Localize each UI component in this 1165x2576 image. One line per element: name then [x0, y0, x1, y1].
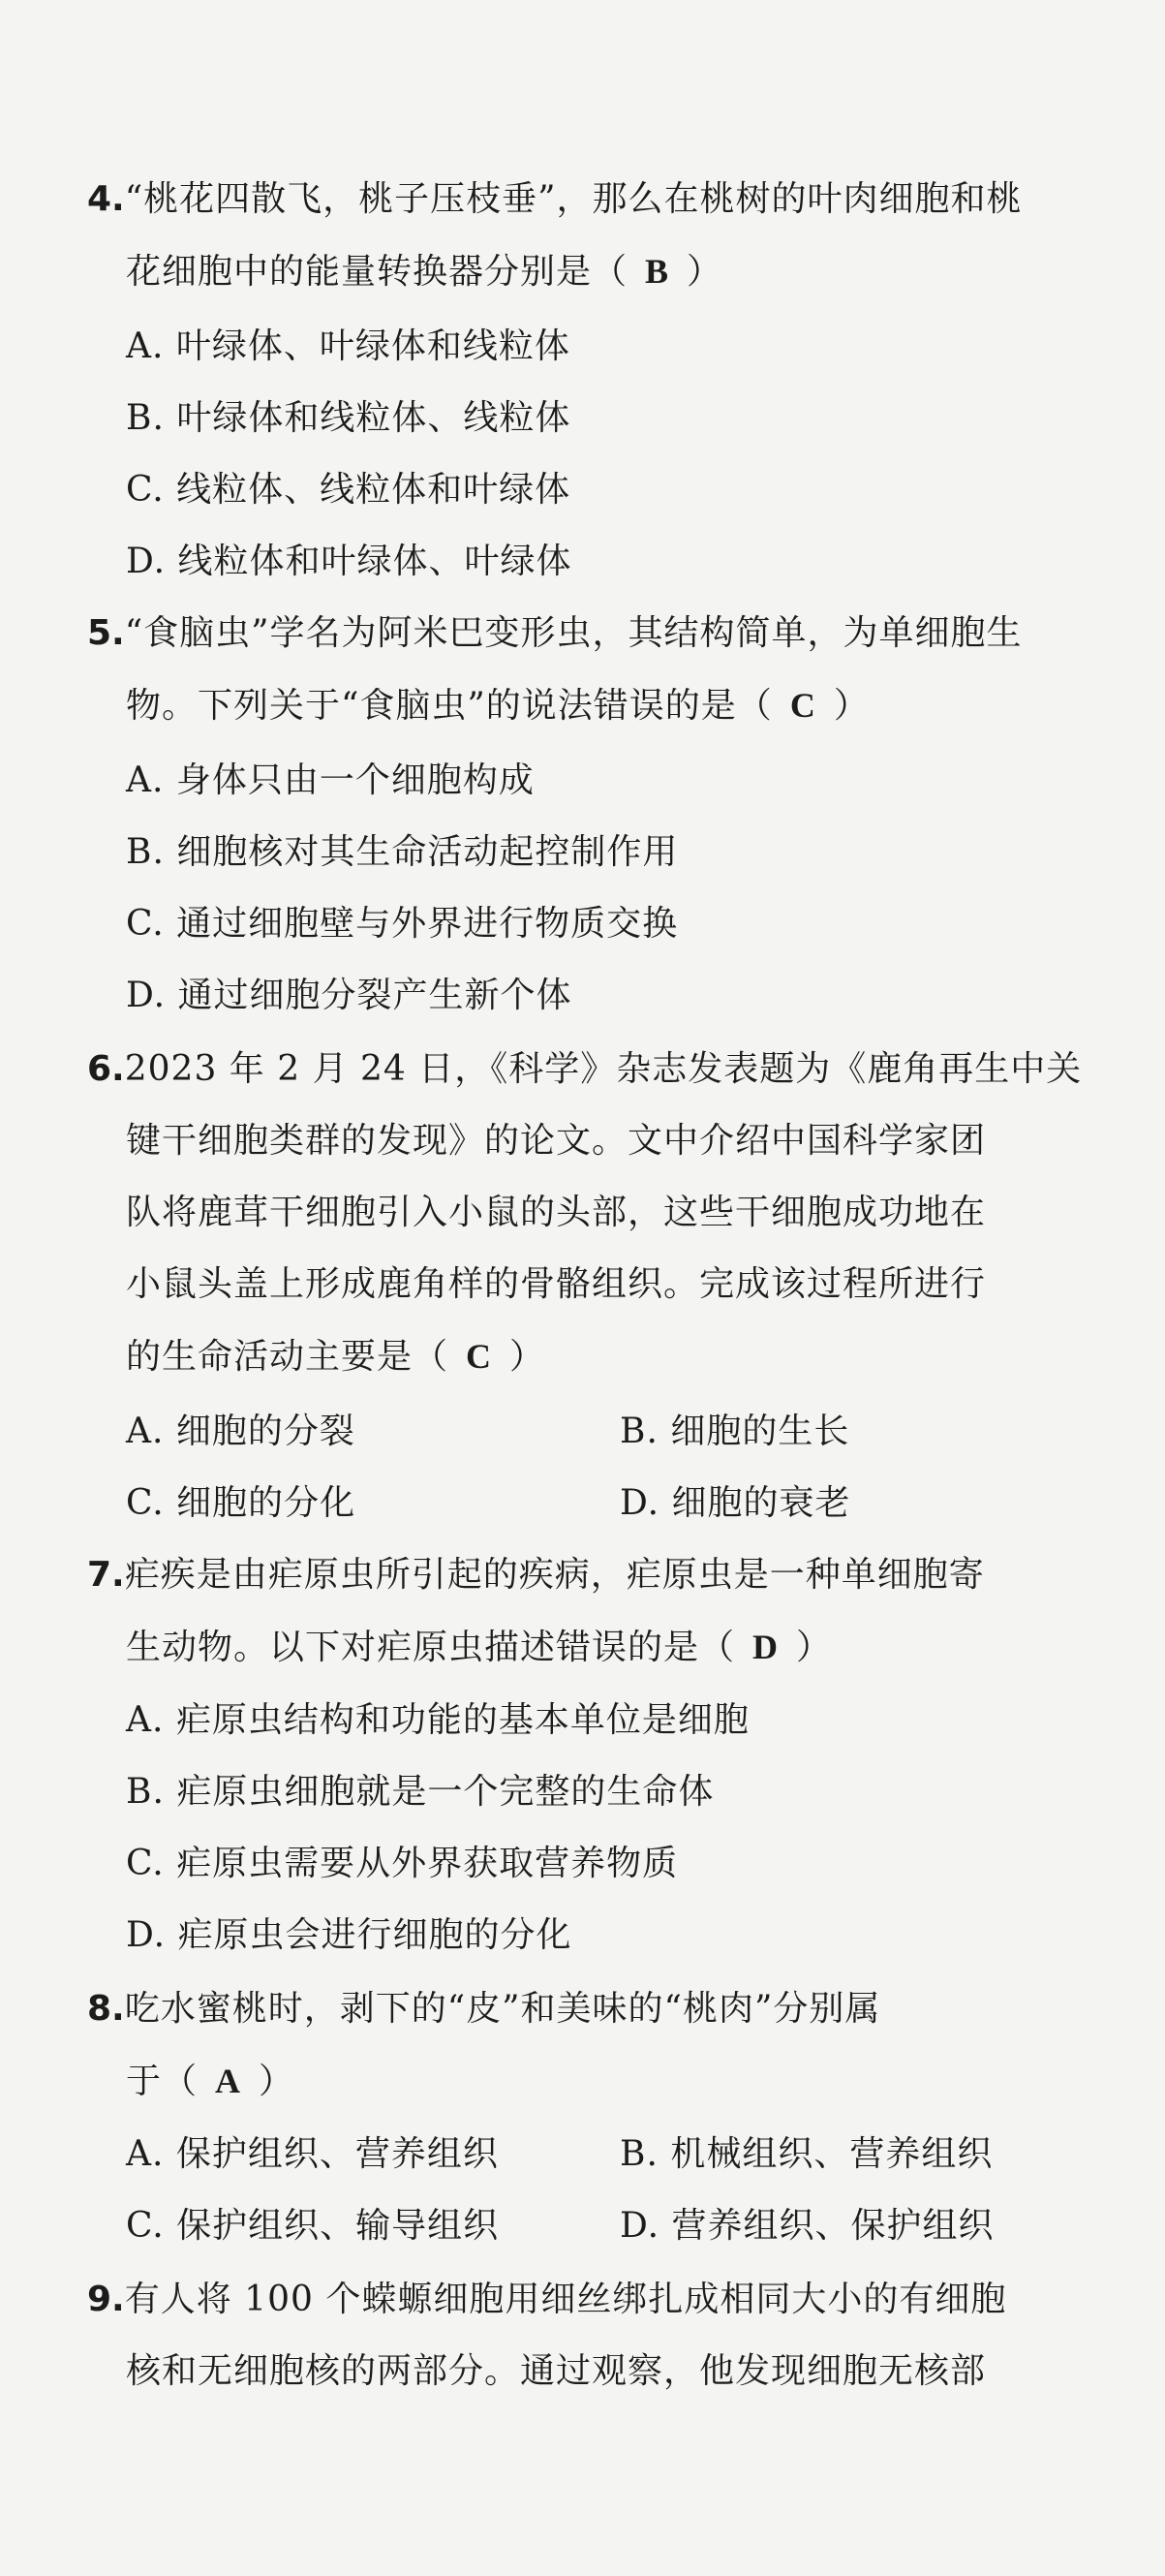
- question-6-line-4: 小鼠头盖上形成鹿角样的骨骼组织。完成该过程所进行: [126, 1264, 987, 1304]
- option-a: A. 细胞的分裂: [126, 1412, 355, 1451]
- option-d: D. 营养组织、保护组织: [620, 2206, 995, 2246]
- question-9-line-2: 核和无细胞核的两部分。通过观察，他发现细胞无核部: [126, 2351, 987, 2391]
- question-4-line-2: 花细胞中的能量转换器分别是（ B ）: [126, 248, 722, 295]
- question-5-line-2: 物。下列关于“食脑虫”的说法错误的是（ C ）: [126, 682, 870, 729]
- option-a: A. 疟原虫结构和功能的基本单位是细胞: [126, 1700, 750, 1740]
- question-8-line-1: 8.吃水蜜桃时，剥下的“皮”和美味的“桃肉”分别属: [87, 1989, 881, 2029]
- question-6-line-3: 队将鹿茸干细胞引入小鼠的头部，这些干细胞成功地在: [126, 1193, 987, 1232]
- option-d: D. 通过细胞分裂产生新个体: [126, 976, 572, 1015]
- question-5-line-1: 5.“食脑虫”学名为阿米巴变形虫，其结构简单，为单细胞生: [87, 613, 1023, 653]
- option-b: B. 机械组织、营养组织: [620, 2134, 994, 2174]
- question-number: 8.: [87, 1989, 125, 2029]
- question-number: 4.: [87, 179, 125, 219]
- option-c: C. 疟原虫需要从外界获取营养物质: [126, 1844, 679, 1883]
- answer-mark: C: [789, 686, 816, 725]
- answer-mark: A: [215, 2062, 242, 2100]
- option-a: A. 保护组织、营养组织: [126, 2134, 499, 2174]
- option-c: C. 线粒体、线粒体和叶绿体: [126, 470, 571, 510]
- question-9-line-1: 9.有人将 100 个蝾螈细胞用细丝绑扎成相同大小的有细胞: [87, 2280, 1007, 2319]
- option-b: B. 细胞核对其生命活动起控制作用: [126, 832, 679, 872]
- option-a: A. 叶绿体、叶绿体和线粒体: [126, 326, 570, 366]
- option-d: D. 疟原虫会进行细胞的分化: [126, 1915, 572, 1955]
- question-number: 6.: [87, 1049, 125, 1089]
- option-b: B. 细胞的生长: [620, 1412, 850, 1451]
- question-7-line-1: 7.疟疾是由疟原虫所引起的疾病，疟原虫是一种单细胞寄: [87, 1555, 985, 1595]
- answer-mark: B: [645, 252, 670, 291]
- answer-mark: C: [466, 1337, 493, 1376]
- question-number: 5.: [87, 613, 125, 653]
- option-a: A. 身体只由一个细胞构成: [126, 760, 535, 800]
- option-c: C. 通过细胞壁与外界进行物质交换: [126, 904, 679, 944]
- question-number: 7.: [87, 1555, 125, 1595]
- question-4-line-1: 4.“桃花四散飞，桃子压枝垂”，那么在桃树的叶肉细胞和桃: [87, 179, 1023, 219]
- option-d: D. 细胞的衰老: [620, 1483, 851, 1523]
- question-6-line-5: 的生命活动主要是（ C ）: [126, 1333, 545, 1381]
- answer-mark: D: [752, 1628, 780, 1666]
- question-6-line-2: 键干细胞类群的发现》的论文。文中介绍中国科学家团: [126, 1121, 987, 1161]
- question-6-line-1: 6.2023 年 2 月 24 日，《科学》杂志发表题为《鹿角再生中关: [87, 1049, 1083, 1089]
- option-d: D. 线粒体和叶绿体、叶绿体: [126, 542, 572, 581]
- option-b: B. 叶绿体和线粒体、线粒体: [126, 398, 571, 438]
- option-c: C. 细胞的分化: [126, 1483, 356, 1523]
- question-number: 9.: [87, 2280, 125, 2319]
- question-7-line-2: 生动物。以下对疟原虫描述错误的是（ D ）: [126, 1624, 832, 1671]
- question-8-line-2: 于（ A ）: [126, 2058, 294, 2105]
- option-c: C. 保护组织、输导组织: [126, 2206, 500, 2246]
- option-b: B. 疟原虫细胞就是一个完整的生命体: [126, 1772, 715, 1812]
